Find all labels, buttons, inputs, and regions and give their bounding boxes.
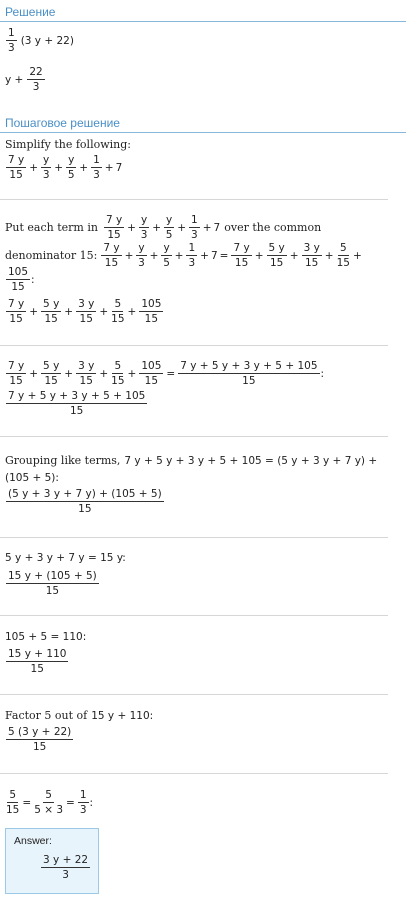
fraction-denominator: 15 xyxy=(32,741,47,753)
step-4-text-line-1 xyxy=(5,454,377,467)
fraction xyxy=(6,390,147,417)
step-5-result xyxy=(5,570,100,597)
math-operator: = xyxy=(22,796,32,809)
answer-fraction xyxy=(40,854,91,881)
fraction-denominator: 15 xyxy=(78,503,92,515)
fraction-numerator: 5 xyxy=(114,360,122,372)
answer-label: Answer: xyxy=(14,835,52,847)
result-line-1 xyxy=(5,27,74,54)
math-operator: + xyxy=(104,161,114,174)
fraction-numerator: 3 y xyxy=(303,242,320,254)
fraction-numerator: 5 xyxy=(9,789,17,801)
math-operator: + xyxy=(99,367,109,380)
fraction xyxy=(189,214,200,241)
fraction-numerator: 3 y xyxy=(78,360,95,372)
fraction xyxy=(139,298,163,325)
fraction xyxy=(139,214,149,241)
fraction xyxy=(27,66,44,93)
fraction xyxy=(34,789,63,816)
fraction-numerator: y xyxy=(140,214,148,226)
fraction-denominator: 15 xyxy=(6,804,20,816)
fraction xyxy=(139,360,163,387)
fraction-denominator: 3 xyxy=(62,869,69,881)
math-operator: + xyxy=(352,249,362,262)
fraction-numerator: 5 (3 y + 22) xyxy=(8,726,72,738)
steps-heading: Пошаговое решение xyxy=(5,116,120,130)
fraction-numerator: y xyxy=(138,242,145,254)
fraction xyxy=(66,154,76,181)
fraction-denominator: 15 xyxy=(30,663,44,675)
result-line-2 xyxy=(5,66,46,93)
fraction xyxy=(41,154,51,181)
fraction-denominator: 15 xyxy=(269,257,284,269)
fraction-denominator: 15 xyxy=(45,585,60,597)
fraction-numerator: y xyxy=(43,154,50,166)
step-2-result xyxy=(5,298,164,325)
math-operator: + xyxy=(127,305,137,318)
fraction-numerator: 1 xyxy=(93,154,100,166)
fraction-denominator: 15 xyxy=(9,375,23,387)
fraction xyxy=(136,242,146,269)
fraction xyxy=(178,360,319,387)
step-4-text-line-2: (105 + 5): xyxy=(5,472,59,484)
fraction-numerator: 1 xyxy=(79,789,87,801)
fraction xyxy=(41,854,90,881)
fraction-denominator: 3 xyxy=(32,81,40,93)
math-operator: + xyxy=(64,367,74,380)
fraction-numerator: 3 y + 22 xyxy=(43,854,89,866)
step-divider xyxy=(0,694,388,695)
fraction-denominator: 3 xyxy=(79,804,87,816)
fraction xyxy=(6,789,19,816)
fraction xyxy=(337,242,350,269)
fraction-numerator: 5 y xyxy=(43,298,60,310)
fraction xyxy=(76,360,96,387)
math-operator: + xyxy=(79,161,89,174)
fraction-numerator: 5 xyxy=(339,242,347,254)
math-operator: + xyxy=(64,305,74,318)
math-operator: + xyxy=(177,221,187,234)
fraction-denominator: 5 xyxy=(163,257,170,269)
fraction-numerator: 7 y xyxy=(8,360,25,372)
math-operator: = xyxy=(166,367,176,380)
answer-box xyxy=(5,828,99,894)
step-6-result xyxy=(5,648,69,675)
fraction-denominator: 15 xyxy=(111,375,125,387)
fraction-numerator: 15 y + 110 xyxy=(8,648,67,660)
fraction-numerator: 7 y + 5 y + 3 y + 5 + 105 xyxy=(8,390,146,402)
result-expression: (3 y + 22) xyxy=(20,34,74,47)
fraction xyxy=(111,360,124,387)
math-text: 7 xyxy=(210,249,218,262)
math-operator: + xyxy=(127,221,136,234)
step-5-text: 5 y + 3 y + 7 y = 15 y: xyxy=(5,552,126,564)
fraction-denominator: 15 xyxy=(9,169,23,181)
math-text: y + xyxy=(5,73,24,86)
fraction-denominator: 15 xyxy=(44,313,58,325)
fraction-numerator: 105 xyxy=(141,298,162,310)
fraction xyxy=(6,27,17,54)
fraction xyxy=(6,488,164,515)
fraction xyxy=(161,242,171,269)
fraction-denominator: 3 xyxy=(191,229,198,241)
fraction-denominator: 3 xyxy=(42,169,50,181)
fraction-denominator: 15 xyxy=(79,313,93,325)
math-text: 7 xyxy=(213,221,221,234)
step-4-result xyxy=(5,488,165,515)
fraction-numerator: 7 y xyxy=(8,298,25,310)
fraction-numerator: 1 xyxy=(191,214,198,226)
math-operator: + xyxy=(124,249,134,262)
fraction xyxy=(6,648,68,675)
math-operator: + xyxy=(174,249,184,262)
fraction-denominator: 15 xyxy=(242,375,256,387)
fraction xyxy=(41,360,61,387)
fraction xyxy=(41,298,61,325)
step-divider xyxy=(0,436,388,437)
fraction-denominator: 15 xyxy=(11,281,25,293)
step-divider xyxy=(0,345,388,346)
step-2-text-line-1 xyxy=(5,214,321,241)
fraction-denominator: 3 xyxy=(188,257,196,269)
fraction-denominator: 15 xyxy=(304,257,319,269)
math-text: : xyxy=(31,273,35,286)
step-6-text: 105 + 5 = 110: xyxy=(5,631,87,643)
fraction-denominator: 15 xyxy=(111,313,125,325)
math-operator: + xyxy=(29,161,39,174)
math-operator: + xyxy=(99,305,109,318)
math-operator: + xyxy=(127,367,137,380)
math-operator: + xyxy=(202,221,212,234)
step-3-expression xyxy=(5,360,324,387)
math-operator: = xyxy=(66,796,75,809)
fraction xyxy=(104,214,124,241)
fraction xyxy=(76,298,96,325)
fraction xyxy=(6,360,26,387)
math-operator: + xyxy=(254,249,264,262)
math-text: over the common xyxy=(224,221,322,234)
fraction-numerator: 5 xyxy=(114,298,122,310)
fraction xyxy=(164,214,174,241)
fraction-numerator: 15 y + (105 + 5) xyxy=(8,570,97,582)
fraction-numerator: 105 xyxy=(141,360,162,372)
fraction xyxy=(267,242,287,269)
fraction-denominator: 3 xyxy=(140,229,148,241)
math-operator: + xyxy=(29,367,39,380)
fraction-numerator: 5 xyxy=(45,789,52,801)
math-operator: + xyxy=(152,221,162,234)
fraction xyxy=(6,570,99,597)
fraction-denominator: 15 xyxy=(44,375,58,387)
fraction-numerator: y xyxy=(163,242,170,254)
fraction-numerator: 5 y xyxy=(43,360,60,372)
fraction-denominator: 3 xyxy=(8,42,15,54)
math-text: Put each term in xyxy=(5,221,98,234)
step-1-text: Simplify the following: xyxy=(5,138,131,151)
result-heading: Решение xyxy=(5,5,56,19)
step-8-expression xyxy=(5,789,93,816)
fraction xyxy=(6,726,73,753)
step-divider xyxy=(0,537,388,538)
math-text: 15 y + 110: xyxy=(91,709,154,722)
fraction-numerator: y xyxy=(68,154,75,166)
fraction xyxy=(78,789,89,816)
fraction-numerator: 5 y xyxy=(268,242,285,254)
fraction xyxy=(91,154,102,181)
step-2-text-line-3 xyxy=(5,266,35,293)
fraction xyxy=(186,242,197,269)
fraction-denominator: 15 xyxy=(144,313,159,325)
step-2-text-line-2 xyxy=(5,242,364,269)
math-text: Factor 5 out of xyxy=(5,709,88,722)
fraction-numerator: 22 xyxy=(29,66,43,78)
result-heading-divider xyxy=(0,21,406,22)
step-7-text xyxy=(5,709,153,722)
fraction-denominator: 5 xyxy=(165,229,173,241)
fraction xyxy=(6,298,26,325)
math-text: 7 y + 5 y + 3 y + 5 + 105 = (5 y + 3 y + 7 y) + xyxy=(124,454,378,467)
fraction-numerator: 7 y xyxy=(105,214,123,226)
math-text: : xyxy=(89,796,94,809)
math-text: 7 xyxy=(115,161,123,174)
fraction-numerator: 7 y xyxy=(233,242,250,254)
fraction-denominator: 3 xyxy=(93,169,100,181)
fraction-numerator: y xyxy=(166,214,173,226)
step-divider xyxy=(0,615,388,616)
fraction-numerator: (5 y + 3 y + 7 y) + (105 + 5) xyxy=(8,488,162,500)
step-divider xyxy=(0,773,388,774)
fraction xyxy=(302,242,322,269)
fraction-numerator: 105 xyxy=(8,266,29,278)
math-operator: = xyxy=(219,249,229,262)
math-operator: + xyxy=(29,305,39,318)
fraction-numerator: 1 xyxy=(188,242,196,254)
fraction xyxy=(101,242,121,269)
fraction-denominator: 15 xyxy=(9,313,23,325)
math-operator: + xyxy=(324,249,334,262)
fraction-denominator: 15 xyxy=(69,405,84,417)
fraction-denominator: 15 xyxy=(336,257,350,269)
fraction-numerator: 7 y xyxy=(103,242,120,254)
step-1-expression xyxy=(5,154,122,181)
step-3-result xyxy=(5,390,148,417)
math-operator: + xyxy=(200,249,209,262)
steps-heading-divider xyxy=(0,132,406,133)
fraction xyxy=(231,242,251,269)
math-text: Grouping like terms, xyxy=(5,454,121,467)
fraction-denominator: 5 xyxy=(67,169,75,181)
math-text: denominator 15: xyxy=(5,249,98,262)
math-operator: + xyxy=(54,161,64,174)
fraction-denominator: 15 xyxy=(104,257,119,269)
step-7-result xyxy=(5,726,74,753)
fraction-denominator: 15 xyxy=(79,375,93,387)
fraction-denominator: 3 xyxy=(138,257,145,269)
fraction-numerator: 1 xyxy=(8,27,15,39)
step-divider xyxy=(0,199,388,200)
fraction-denominator: 5 × 3 xyxy=(34,804,64,816)
math-text: : xyxy=(320,367,325,380)
fraction-numerator: 7 y + 5 y + 3 y + 5 + 105 xyxy=(180,360,318,372)
fraction-numerator: 3 y xyxy=(78,298,95,310)
fraction-denominator: 15 xyxy=(234,257,249,269)
fraction xyxy=(111,298,124,325)
fraction xyxy=(6,266,30,293)
math-operator: + xyxy=(149,249,159,262)
fraction-denominator: 15 xyxy=(144,375,159,387)
math-operator: + xyxy=(289,249,299,262)
fraction-denominator: 15 xyxy=(107,229,121,241)
fraction-numerator: 7 y xyxy=(8,154,25,166)
fraction xyxy=(6,154,26,181)
